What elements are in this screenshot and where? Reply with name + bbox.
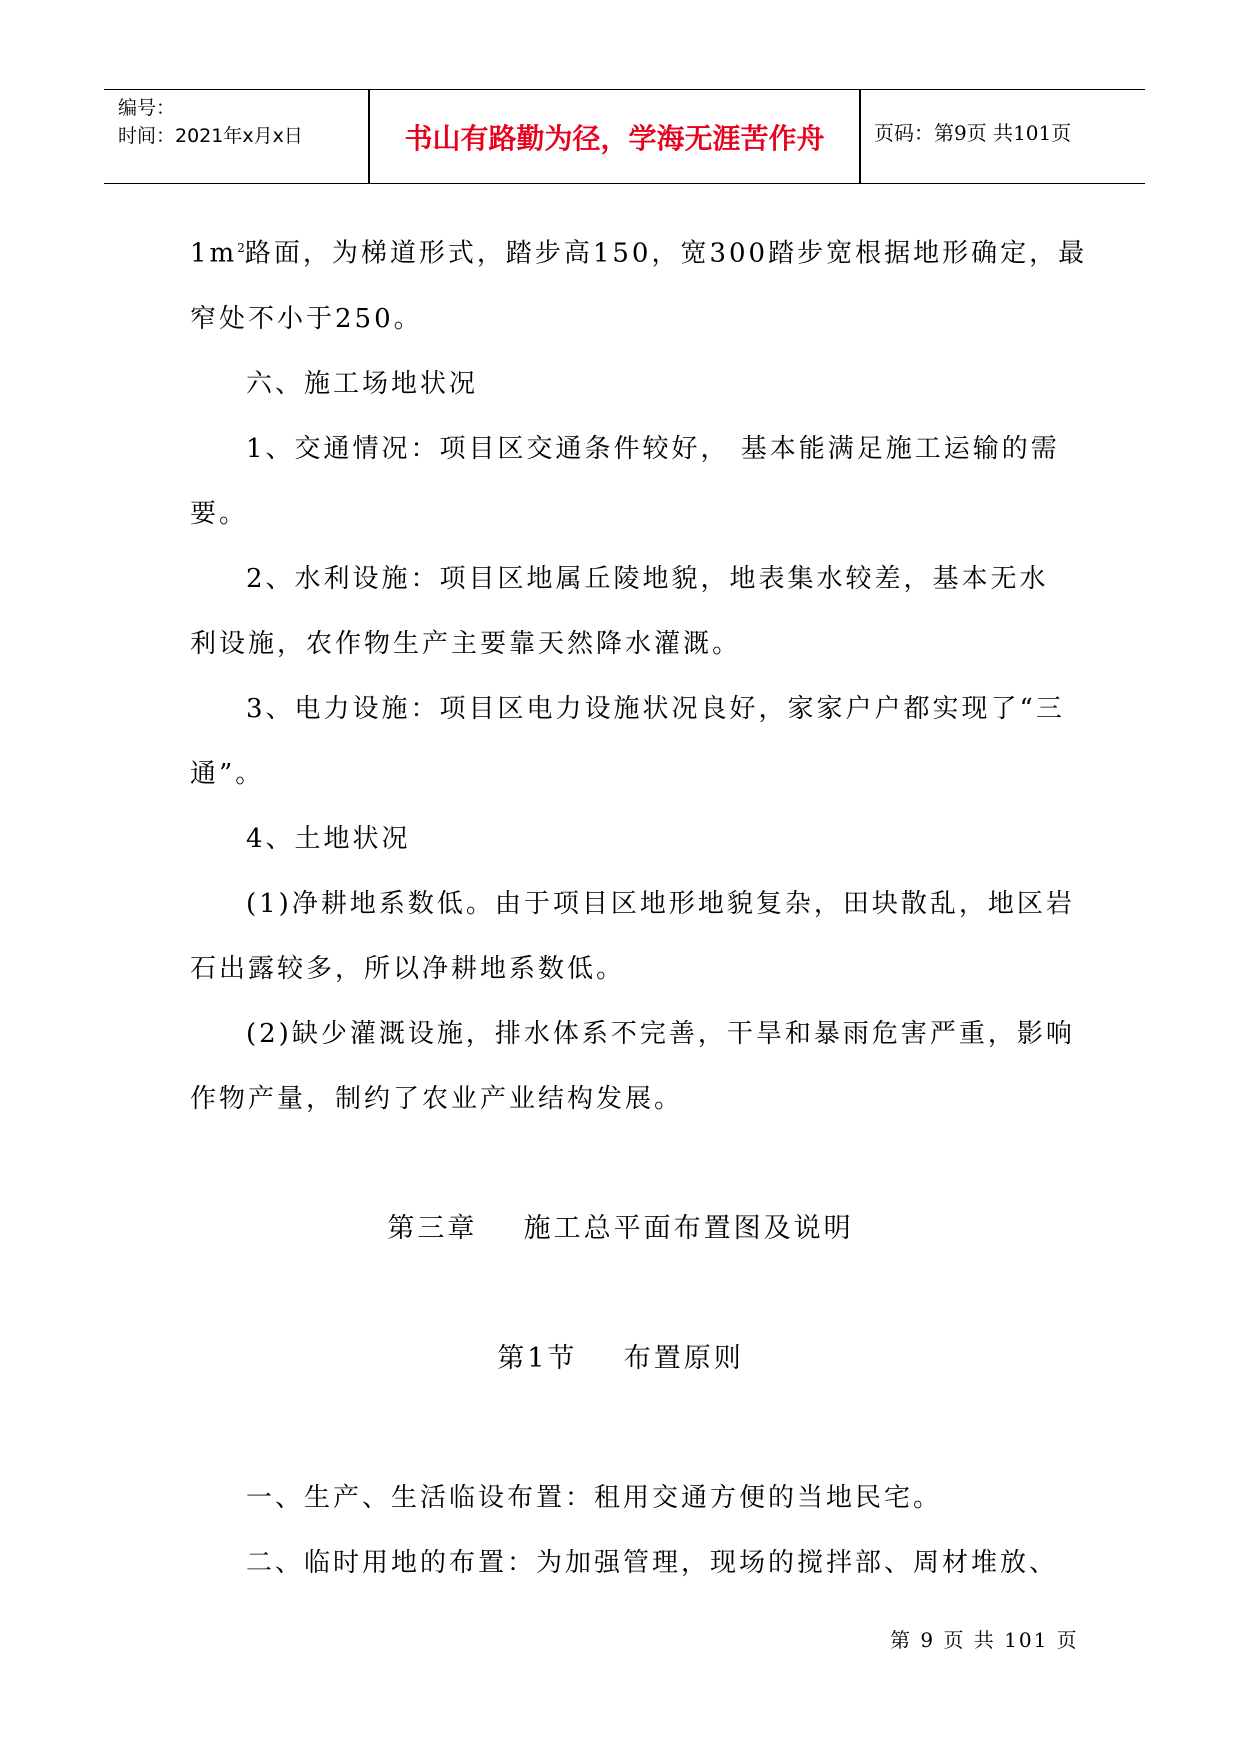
paragraph: 一、生产、生活临设布置：租用交通方便的当地民宅。 xyxy=(246,1483,943,1513)
paragraph-line: 利设施，农作物生产主要靠天然降水灌溉。 xyxy=(190,628,742,659)
section-title: 第1节 布置原则 xyxy=(497,1343,744,1374)
paragraph: (2)缺少灌溉设施，排水体系不完善，干旱和暴雨危害严重，影响 xyxy=(246,1018,1075,1049)
paragraph-line: 通”。 xyxy=(190,758,265,789)
time-label: 时间：2021年x月x日 xyxy=(118,125,303,147)
chapter-title: 第三章 施工总平面布置图及说明 xyxy=(387,1213,854,1244)
paragraph: 1、交通情况：项目区交通条件较好， 基本能满足施工运输的需 xyxy=(246,433,1060,464)
doc-number-label: 编号： xyxy=(118,97,176,119)
paragraph-line: 作物产量，制约了农业产业结构发展。 xyxy=(190,1083,684,1114)
header-left xyxy=(118,94,303,150)
text-run: 路面，为梯道形式，踏步高150，宽300踏步宽根据地形确定，最 xyxy=(244,238,1088,269)
paragraph: 3、电力设施：项目区电力设施状况良好，家家户户都实现了“三 xyxy=(246,693,1065,724)
header-divider xyxy=(859,90,861,183)
body-text xyxy=(190,216,1088,1132)
page-footer: 第 9 页 共 101 页 xyxy=(890,1628,1079,1652)
superscript: 2 xyxy=(237,241,245,255)
paragraph-line: 窄处不小于250。 xyxy=(190,303,423,334)
header-motto: 书山有路勤为径，学海无涯苦作舟 xyxy=(404,121,825,155)
principles xyxy=(190,1466,1070,1596)
paragraph-line: 石出露较多，所以净耕地系数低。 xyxy=(190,953,626,984)
section-heading: 六、施工场地状况 xyxy=(246,368,479,399)
paragraph: 二、临时用地的布置：为加强管理，现场的搅拌部、周材堆放、 xyxy=(246,1548,1059,1578)
paragraph-line: 要。 xyxy=(190,498,249,529)
paragraph: 4、土地状况 xyxy=(246,823,411,854)
header-page-label: 页码：第9页 共101页 xyxy=(874,121,1072,145)
page-header xyxy=(104,89,1145,184)
paragraph: (1)净耕地系数低。由于项目区地形地貌复杂，田块散乱，地区岩 xyxy=(246,888,1075,919)
text-run: 1m xyxy=(190,238,238,269)
paragraph xyxy=(190,216,1088,287)
paragraph: 2、水利设施：项目区地属丘陵地貌，地表集水较差，基本无水 xyxy=(246,563,1049,594)
